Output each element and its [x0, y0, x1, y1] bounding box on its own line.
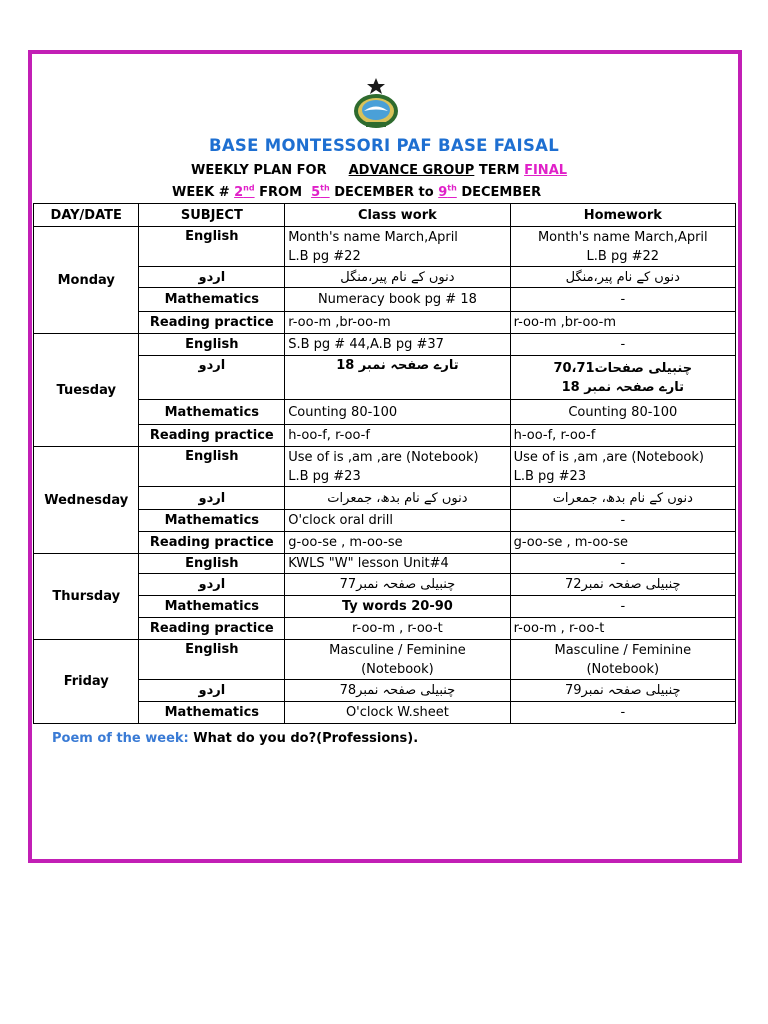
subject-urdu: اردو	[139, 267, 285, 288]
classwork-cell: Ty words 20-90	[285, 596, 510, 618]
school-title: BASE MONTESSORI PAF BASE FAISAL	[208, 136, 560, 155]
table-row	[34, 227, 736, 267]
classwork-cell: O'clock W.sheet	[285, 702, 510, 724]
table-row	[34, 596, 736, 618]
subject-reading: Reading practice	[139, 618, 285, 640]
term-value: FINAL	[524, 163, 568, 178]
classwork-cell: چنبیلی صفحہ نمبر77	[285, 574, 510, 596]
subject-urdu: اردو	[139, 680, 285, 702]
homework-cell: Counting 80-100	[510, 400, 735, 425]
classwork-cell: دنوں کے نام بدھ، جمعرات	[285, 487, 510, 510]
subject-maths: Mathematics	[139, 288, 285, 312]
subject-english: English	[139, 447, 285, 487]
from-label: FROM	[259, 185, 303, 200]
classwork-cell: چنبیلی صفحہ نمبر78	[285, 680, 510, 702]
subject-reading: Reading practice	[139, 532, 285, 554]
header-classwork: Class work	[285, 204, 510, 227]
classwork-cell: g-oo-se , m-oo-se	[285, 532, 510, 554]
homework-cell: -	[510, 596, 735, 618]
subject-urdu: اردو	[139, 356, 285, 400]
weekly-plan-table	[33, 203, 736, 724]
homework-cell: دنوں کے نام پیر،منگل	[510, 267, 735, 288]
day-tuesday: Tuesday	[34, 334, 139, 447]
table-row	[34, 554, 736, 574]
homework-cell: -	[510, 510, 735, 532]
subject-urdu: اردو	[139, 574, 285, 596]
homework-cell: Use of is ,am ,are (Notebook) L.B pg #23	[510, 447, 735, 487]
poem-label: Poem of the week:	[52, 731, 189, 746]
table-row	[34, 487, 736, 510]
classwork-cell: تارے صفحہ نمبر 18	[285, 356, 510, 400]
table-row	[34, 312, 736, 334]
subject-maths: Mathematics	[139, 596, 285, 618]
poem-text: What do you do?(Professions).	[193, 731, 419, 746]
table-row	[34, 640, 736, 680]
table-row	[34, 334, 736, 356]
table-row	[34, 574, 736, 596]
table-row	[34, 447, 736, 487]
table-row	[34, 510, 736, 532]
group-name: ADVANCE GROUP	[348, 163, 475, 178]
homework-cell: -	[510, 702, 735, 724]
homework-cell: g-oo-se , m-oo-se	[510, 532, 735, 554]
day-monday: Monday	[34, 227, 139, 334]
classwork-cell: r-oo-m , r-oo-t	[285, 618, 510, 640]
homework-cell: h-oo-f, r-oo-f	[510, 425, 735, 447]
classwork-cell: KWLS "W" lesson Unit#4	[285, 554, 510, 574]
subject-english: English	[139, 554, 285, 574]
homework-cell: چنبیلی صفحات70،71 تارے صفحہ نمبر 18	[510, 356, 735, 400]
to-day: 9th	[438, 183, 457, 200]
classwork-cell: Counting 80-100	[285, 400, 510, 425]
classwork-cell: دنوں کے نام پیر،منگل	[285, 267, 510, 288]
to-month: DECEMBER	[461, 185, 542, 200]
table-row	[34, 532, 736, 554]
table-row	[34, 702, 736, 724]
day-thursday: Thursday	[34, 554, 139, 640]
table-row	[34, 680, 736, 702]
subject-reading: Reading practice	[139, 425, 285, 447]
paf-crest-logo	[348, 78, 404, 130]
subject-english: English	[139, 227, 285, 267]
poem-of-the-week	[52, 731, 418, 746]
table-row	[34, 618, 736, 640]
weekly-plan-label: WEEKLY PLAN FOR	[191, 163, 327, 178]
classwork-cell: r-oo-m ,br-oo-m	[285, 312, 510, 334]
table-row	[34, 356, 736, 400]
subject-maths: Mathematics	[139, 400, 285, 425]
homework-cell: -	[510, 288, 735, 312]
homework-cell: Month's name March,April L.B pg #22	[510, 227, 735, 267]
subject-maths: Mathematics	[139, 510, 285, 532]
table-row	[34, 267, 736, 288]
week-number: 2nd	[234, 183, 255, 200]
subject-urdu: اردو	[139, 487, 285, 510]
table-row	[34, 288, 736, 312]
week-label: WEEK #	[172, 185, 230, 200]
homework-cell: چنبیلی صفحہ نمبر72	[510, 574, 735, 596]
subject-maths: Mathematics	[139, 702, 285, 724]
homework-cell: -	[510, 554, 735, 574]
day-friday: Friday	[34, 640, 139, 724]
subject-english: English	[139, 334, 285, 356]
term-label: TERM	[478, 163, 520, 178]
homework-cell: r-oo-m , r-oo-t	[510, 618, 735, 640]
classwork-cell: S.B pg # 44,A.B pg #37	[285, 334, 510, 356]
homework-cell: r-oo-m ,br-oo-m	[510, 312, 735, 334]
homework-cell: -	[510, 334, 735, 356]
classwork-cell: Month's name March,April L.B pg #22	[285, 227, 510, 267]
classwork-cell: Masculine / Feminine (Notebook)	[285, 640, 510, 680]
classwork-cell: h-oo-f, r-oo-f	[285, 425, 510, 447]
header-homework: Homework	[510, 204, 735, 227]
table-row	[34, 400, 736, 425]
table-header-row	[34, 204, 736, 227]
homework-cell: چنبیلی صفحہ نمبر79	[510, 680, 735, 702]
from-day: 5th	[311, 183, 330, 200]
week-line	[172, 185, 541, 200]
header-day: DAY/DATE	[34, 204, 139, 227]
subject-reading: Reading practice	[139, 312, 285, 334]
table-row	[34, 425, 736, 447]
day-wednesday: Wednesday	[34, 447, 139, 554]
subject-english: English	[139, 640, 285, 680]
classwork-cell: Use of is ,am ,are (Notebook) L.B pg #23	[285, 447, 510, 487]
plan-subtitle	[191, 163, 567, 178]
homework-cell: Masculine / Feminine (Notebook)	[510, 640, 735, 680]
header-subject: SUBJECT	[139, 204, 285, 227]
classwork-cell: O'clock oral drill	[285, 510, 510, 532]
homework-cell: دنوں کے نام بدھ، جمعرات	[510, 487, 735, 510]
classwork-cell: Numeracy book pg # 18	[285, 288, 510, 312]
from-month: DECEMBER to	[334, 185, 434, 200]
